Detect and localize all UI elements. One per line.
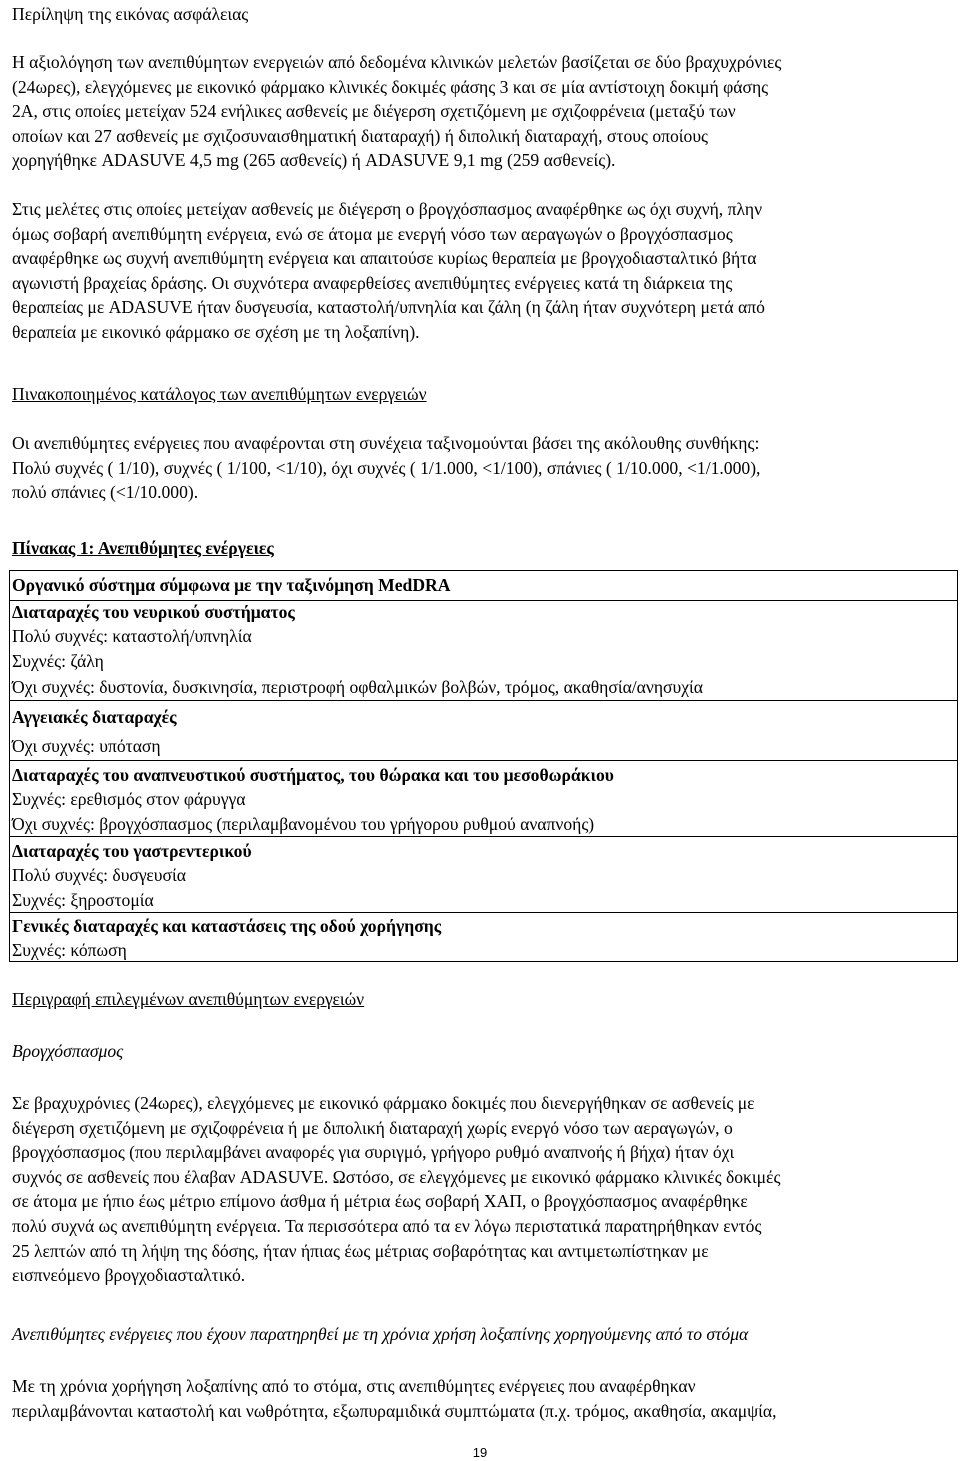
text-line: 25 λεπτών από τη λήψη της δόσης, ήταν ήπιας έως μέτριας σοβαρότητας και αντιμετωπίστηκαν με xyxy=(12,1240,709,1261)
text-line: διέγερση σχετιζόμενη με σχιζοφρένεια ή με διπολική διαταραχή χωρίς ενεργό νόσο των αεραγωγών, ο xyxy=(12,1117,733,1138)
text-line: περιλαμβάνονται καταστολή και νωθρότητα, εξωπυραμιδικά συμπτώματα (π.χ. τρόμος, ακαθησία, ακαμψία, xyxy=(12,1400,777,1421)
page-number: 19 xyxy=(472,1445,488,1460)
table-group-vascular: Αγγειακές διαταραχές Όχι συχνές: υπόταση xyxy=(10,700,957,761)
text-line: οποίων και 27 ασθενείς με σχιζοσυναισθηματική διαταραχή) ή διπολική διαταραχή, στους οποίους xyxy=(12,125,709,146)
table-entry: Συχνές: κόπωση xyxy=(12,940,127,960)
text-line: εισπνεόμενο βρογχοδιασταλτικό. xyxy=(12,1265,246,1286)
text-line: πολύ συχνά ως ανεπιθύμητη ενέργεια. Τα περισσότερα από τα εν λόγω περιστατικά παρατηρήθηκαν εντός xyxy=(12,1215,762,1236)
chronic-use-subheading: Ανεπιθύμητες ενέργειες που έχουν παρατηρηθεί με τη χρόνια χρήση λοξαπίνης χορηγούμενης από το στόμα xyxy=(12,1324,749,1344)
summary-paragraph-1 xyxy=(12,50,956,173)
table-group-nervous-system: Διαταραχές του νευρικού συστήματος Πολύ συχνές: καταστολή/υπνηλία Συχνές: ζάλη Όχι συχνές: δυστονία, δυσκινησία, περιστροφή οφθαλμικών βολβών, τρόμος, ακαθησία/ανησυχία xyxy=(10,600,957,701)
adverse-reactions-table xyxy=(9,570,958,962)
text-line: 2Α, στις οποίες μετείχαν 524 ενήλικες ασθενείς με διέγερση σχετιζόμενη με σχιζοφρένεια (μεταξύ των xyxy=(12,101,736,122)
text-line: αγωνιστή βραχείας δράσης. Οι συχνότερα αναφερθείσες ανεπιθύμητες ενέργειες κατά τη διάρκεια της xyxy=(12,272,733,293)
text-line: Σε βραχυχρόνιες (24ωρες), ελεγχόμενες με εικονικό φάρμακο δοκιμές που διενεργήθηκαν σε ασθενείς με xyxy=(12,1093,755,1113)
bronchospasm-subheading: Βρογχόσπασμος xyxy=(12,1041,124,1061)
frequency-convention-paragraph xyxy=(12,431,956,505)
table-group-general: Γενικές διαταραχές και καταστάσεις της οδού χορήγησης Συχνές: κόπωση xyxy=(12,916,442,960)
text-line: όμως σοβαρή ανεπιθύμητη ενέργεια, ενώ σε άτομα με ενεργή νόσο των αεραγωγών ο βρογχόσπασμος xyxy=(12,223,733,244)
table-entry: Όχι συχνές: δυστονία, δυσκινησία, περιστροφή οφθαλμικών βολβών, τρόμος, ακαθησία/ανησυχία xyxy=(12,677,704,697)
text-line: Πολύ συχνές ( 1/10), συχνές ( 1/100, <1/10), όχι συχνές ( 1/1.000, <1/100), σπάνιες ( 1/10.000, <1/1.000), xyxy=(12,457,761,478)
chronic-use-paragraph xyxy=(12,1374,956,1423)
bronchospasm-paragraph xyxy=(12,1091,956,1288)
text-line: αναφέρθηκε ως συχνή ανεπιθύμητη ενέργεια και απαιτούσε κυρίως θεραπεία με βρογχοδιασταλτικό βήτα xyxy=(12,248,757,269)
text-line: Με τη χρόνια χορήγηση λοξαπίνης από το στόμα, στις ανεπιθύμητες ενέργειες που αναφέρθηκαν xyxy=(12,1376,696,1396)
table-entry: Συχνές: ξηροστομία xyxy=(12,890,154,910)
text-line: χορηγήθηκε ADASUVE 4,5 mg (265 ασθενείς) ή ADASUVE 9,1 mg (259 ασθενείς). xyxy=(12,150,616,171)
text-line: βρογχόσπασμος (που περιλαμβάνει αναφορές για συριγμό, γρήγορο ρυθμό αναπνοής ή βήχα) ήταν όχι xyxy=(12,1142,735,1163)
table-caption: Πίνακας 1: Ανεπιθύμητες ενέργειες xyxy=(12,538,274,558)
text-line: θεραπεία με εικονικό φάρμακο σε σχέση με τη λοξαπίνη). xyxy=(12,321,420,342)
text-line: (24ωρες), ελεγχόμενες με εικονικό φάρμακο κλινικές δοκιμές φάσης 3 και σε μία αντίστοιχη δοκιμή φάσης xyxy=(12,76,769,97)
table-entry: Όχι συχνές: βρογχόσπασμος (περιλαμβανομένου του γρήγορου ρυθμού αναπνοής) xyxy=(12,814,595,834)
summary-paragraph-2 xyxy=(12,197,956,345)
table-entry: Πολύ συχνές: καταστολή/υπνηλία xyxy=(12,626,252,646)
text-line: πολύ σπάνιες (<1/10.000). xyxy=(12,482,199,503)
tabulated-list-heading: Πινακοποιημένος κατάλογος των ανεπιθύμητων ενεργειών xyxy=(12,384,427,404)
text-line: Οι ανεπιθύμητες ενέργειες που αναφέρονται στη συνέχεια ταξινομούνται βάσει της ακόλουθης συνθήκης: xyxy=(12,433,760,453)
table-group-respiratory: Διαταραχές του αναπνευστικού συστήματος, του θώρακα και του μεσοθωράκιου Συχνές: ερεθισμός στον φάρυγγα Όχι συχνές: βρογχόσπασμος (περιλαμβανομένου του γρήγορου ρυθμού αναπνοής) xyxy=(10,760,957,837)
text-line: Στις μελέτες στις οποίες μετείχαν ασθενείς με διέγερση ο βρογχόσπασμος αναφέρθηκε ως όχι συχνή, πλην xyxy=(12,199,763,219)
selected-reactions-heading: Περιγραφή επιλεγμένων ανεπιθύμητων ενεργειών xyxy=(12,989,365,1009)
text-line: θεραπείας με ADASUVE ήταν δυσγευσία, καταστολή/υπνηλία και ζάλη (η ζάλη ήταν συχνότερη μετά από xyxy=(12,297,765,318)
table-entry: Πολύ συχνές: δυσγευσία xyxy=(12,865,186,885)
text-line: Η αξιολόγηση των ανεπιθύμητων ενεργειών από δεδομένα κλινικών μελετών βασίζεται σε δύο βραχυχρόνιες xyxy=(12,52,782,72)
table-group-gastrointestinal: Διαταραχές του γαστρεντερικού Πολύ συχνές: δυσγευσία Συχνές: ξηροστομία xyxy=(10,836,957,913)
safety-summary-heading: Περίληψη της εικόνας ασφάλειας xyxy=(12,4,249,24)
table-entry: Όχι συχνές: υπόταση xyxy=(12,736,161,756)
text-line: συχνός σε ασθενείς που έλαβαν ADASUVE. Ωστόσο, σε ελεγχόμενες με εικονικό φάρμακο κλινικές δοκιμές xyxy=(12,1166,781,1187)
text-line: σε άτομα με ήπιο έως μέτριο επίμονο άσθμα ή μέτρια έως σοβαρή ΧΑΠ, ο βρογχόσπασμος αναφέρθηκε xyxy=(12,1191,748,1212)
table-entry: Συχνές: ζάλη xyxy=(12,651,104,671)
table-header-row: Οργανικό σύστημα σύμφωνα με την ταξινόμηση MedDRA xyxy=(10,571,957,601)
table-entry: Συχνές: ερεθισμός στον φάρυγγα xyxy=(12,789,246,809)
